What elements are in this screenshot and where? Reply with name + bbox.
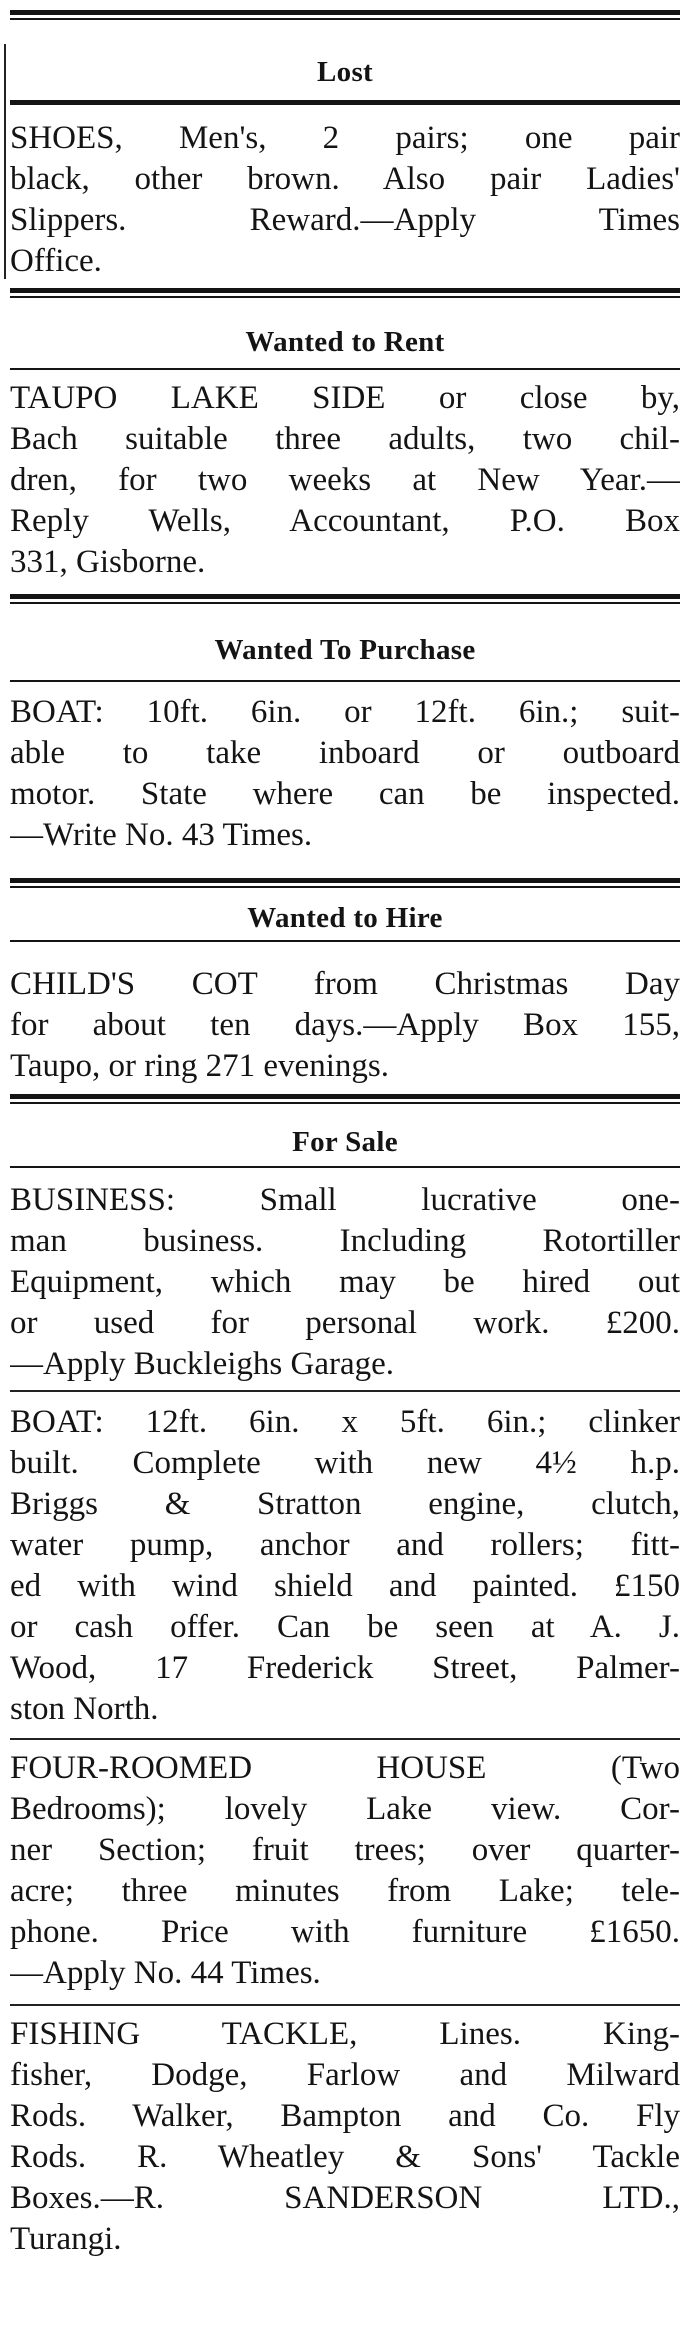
- ad-line: BUSINESS: Small lucrative one-: [10, 1182, 680, 1218]
- section-top-rule: [10, 1094, 680, 1099]
- ad-line: Boxes.—R. SANDERSON LTD.,: [10, 2180, 680, 2216]
- ad-divider: [10, 2004, 680, 2006]
- ad-line: able to take inboard or outboard: [10, 735, 680, 771]
- ad-divider: [10, 1738, 680, 1740]
- ad-line: Turangi.: [10, 2221, 122, 2257]
- ad-line: —Write No. 43 Times.: [10, 817, 313, 853]
- ad-fishing-tackle: [10, 2014, 680, 2260]
- ad-line: Briggs & Stratton engine, clutch,: [10, 1486, 680, 1522]
- ad-line: or used for personal work. £200.: [10, 1305, 680, 1341]
- ad-line: BOAT: 12ft. 6in. x 5ft. 6in.; clinker: [10, 1404, 680, 1440]
- ad-line: Wood, 17 Frederick Street, Palmer-: [10, 1650, 680, 1686]
- ad-line: man business. Including Rotortiller: [10, 1223, 680, 1259]
- ad-lost-shoes: [10, 118, 680, 282]
- section-top-rule-thin: [10, 602, 680, 604]
- ad-line: black, other brown. Also pair Ladies': [10, 161, 680, 197]
- section-top-rule-thin: [10, 1102, 680, 1104]
- ad-business: [10, 1180, 680, 1385]
- ad-boat-wanted: [10, 692, 680, 856]
- section-top-rule: [10, 288, 680, 293]
- section-wanted-to-rent: [10, 288, 680, 598]
- ad-line: Equipment, which may be hired out: [10, 1264, 680, 1300]
- section-heading: For Sale: [292, 1126, 398, 1158]
- ad-line: fisher, Dodge, Farlow and Milward: [10, 2057, 680, 2093]
- ad-line: built. Complete with new 4½ h.p.: [10, 1445, 680, 1481]
- heading-underline: [10, 368, 680, 370]
- section-heading: Wanted to Rent: [245, 326, 445, 358]
- ad-childs-cot: [10, 964, 680, 1087]
- heading-underline: [10, 1166, 680, 1168]
- ad-line: for about ten days.—Apply Box 155,: [10, 1007, 680, 1043]
- ad-four-roomed-house: [10, 1748, 680, 1994]
- section-top-rule-thin: [10, 296, 680, 298]
- ad-line: FOUR-ROOMED HOUSE (Two: [10, 1750, 680, 1786]
- section-heading: Wanted To Purchase: [214, 634, 476, 666]
- ad-line: Slippers. Reward.—Apply Times: [10, 202, 680, 238]
- section-heading: Lost: [317, 56, 373, 88]
- ad-line: or cash offer. Can be seen at A. J.: [10, 1609, 680, 1645]
- section-top-rule: [10, 594, 680, 599]
- heading-underline: [10, 940, 680, 942]
- ad-line: SHOES, Men's, 2 pairs; one pair: [10, 120, 680, 156]
- section-heading: Wanted to Hire: [247, 902, 443, 934]
- ad-line: acre; three minutes from Lake; tele-: [10, 1873, 680, 1909]
- section-wanted-to-hire: [10, 878, 680, 1108]
- section-top-rule: [10, 10, 680, 15]
- heading-underline: [10, 100, 680, 105]
- ad-line: FISHING TACKLE, Lines. King-: [10, 2016, 680, 2052]
- ad-line: CHILD'S COT from Christmas Day: [10, 966, 680, 1002]
- column-left-rule: [4, 44, 6, 279]
- ad-line: Taupo, or ring 271 evenings.: [10, 1048, 389, 1084]
- ad-line: —Apply Buckleighs Garage.: [10, 1346, 394, 1382]
- heading-underline: [10, 680, 680, 682]
- ad-line: phone. Price with furniture £1650.: [10, 1914, 680, 1950]
- section-lost: [10, 0, 680, 300]
- ad-line: 331, Gisborne.: [10, 544, 206, 580]
- section-wanted-to-purchase: [10, 594, 680, 884]
- ad-line: Office.: [10, 243, 102, 279]
- ad-line: ed with wind shield and painted. £150: [10, 1568, 680, 1604]
- ad-line: BOAT: 10ft. 6in. or 12ft. 6in.; suit-: [10, 694, 680, 730]
- section-top-rule-thin: [10, 886, 680, 888]
- ad-taupo-lake-side: [10, 378, 680, 583]
- ad-line: Bedrooms); lovely Lake view. Cor-: [10, 1791, 680, 1827]
- ad-line: water pump, anchor and rollers; fitt-: [10, 1527, 680, 1563]
- ad-line: Bach suitable three adults, two chil-: [10, 421, 680, 457]
- ad-line: motor. State where can be inspected.: [10, 776, 680, 812]
- section-top-rule-thin: [10, 18, 680, 20]
- ad-line: dren, for two weeks at New Year.—: [10, 462, 680, 498]
- ad-line: ner Section; fruit trees; over quarter-: [10, 1832, 680, 1868]
- ad-line: Rods. Walker, Bampton and Co. Fly: [10, 2098, 680, 2134]
- ad-line: —Apply No. 44 Times.: [10, 1955, 321, 1991]
- ad-line: Reply Wells, Accountant, P.O. Box: [10, 503, 680, 539]
- section-top-rule: [10, 878, 680, 883]
- ad-line: Rods. R. Wheatley & Sons' Tackle: [10, 2139, 680, 2175]
- ad-boat-for-sale: [10, 1402, 680, 1730]
- ad-line: TAUPO LAKE SIDE or close by,: [10, 380, 680, 416]
- ad-divider: [10, 1390, 680, 1392]
- ad-line: ston North.: [10, 1691, 159, 1727]
- section-for-sale: [10, 1094, 680, 2334]
